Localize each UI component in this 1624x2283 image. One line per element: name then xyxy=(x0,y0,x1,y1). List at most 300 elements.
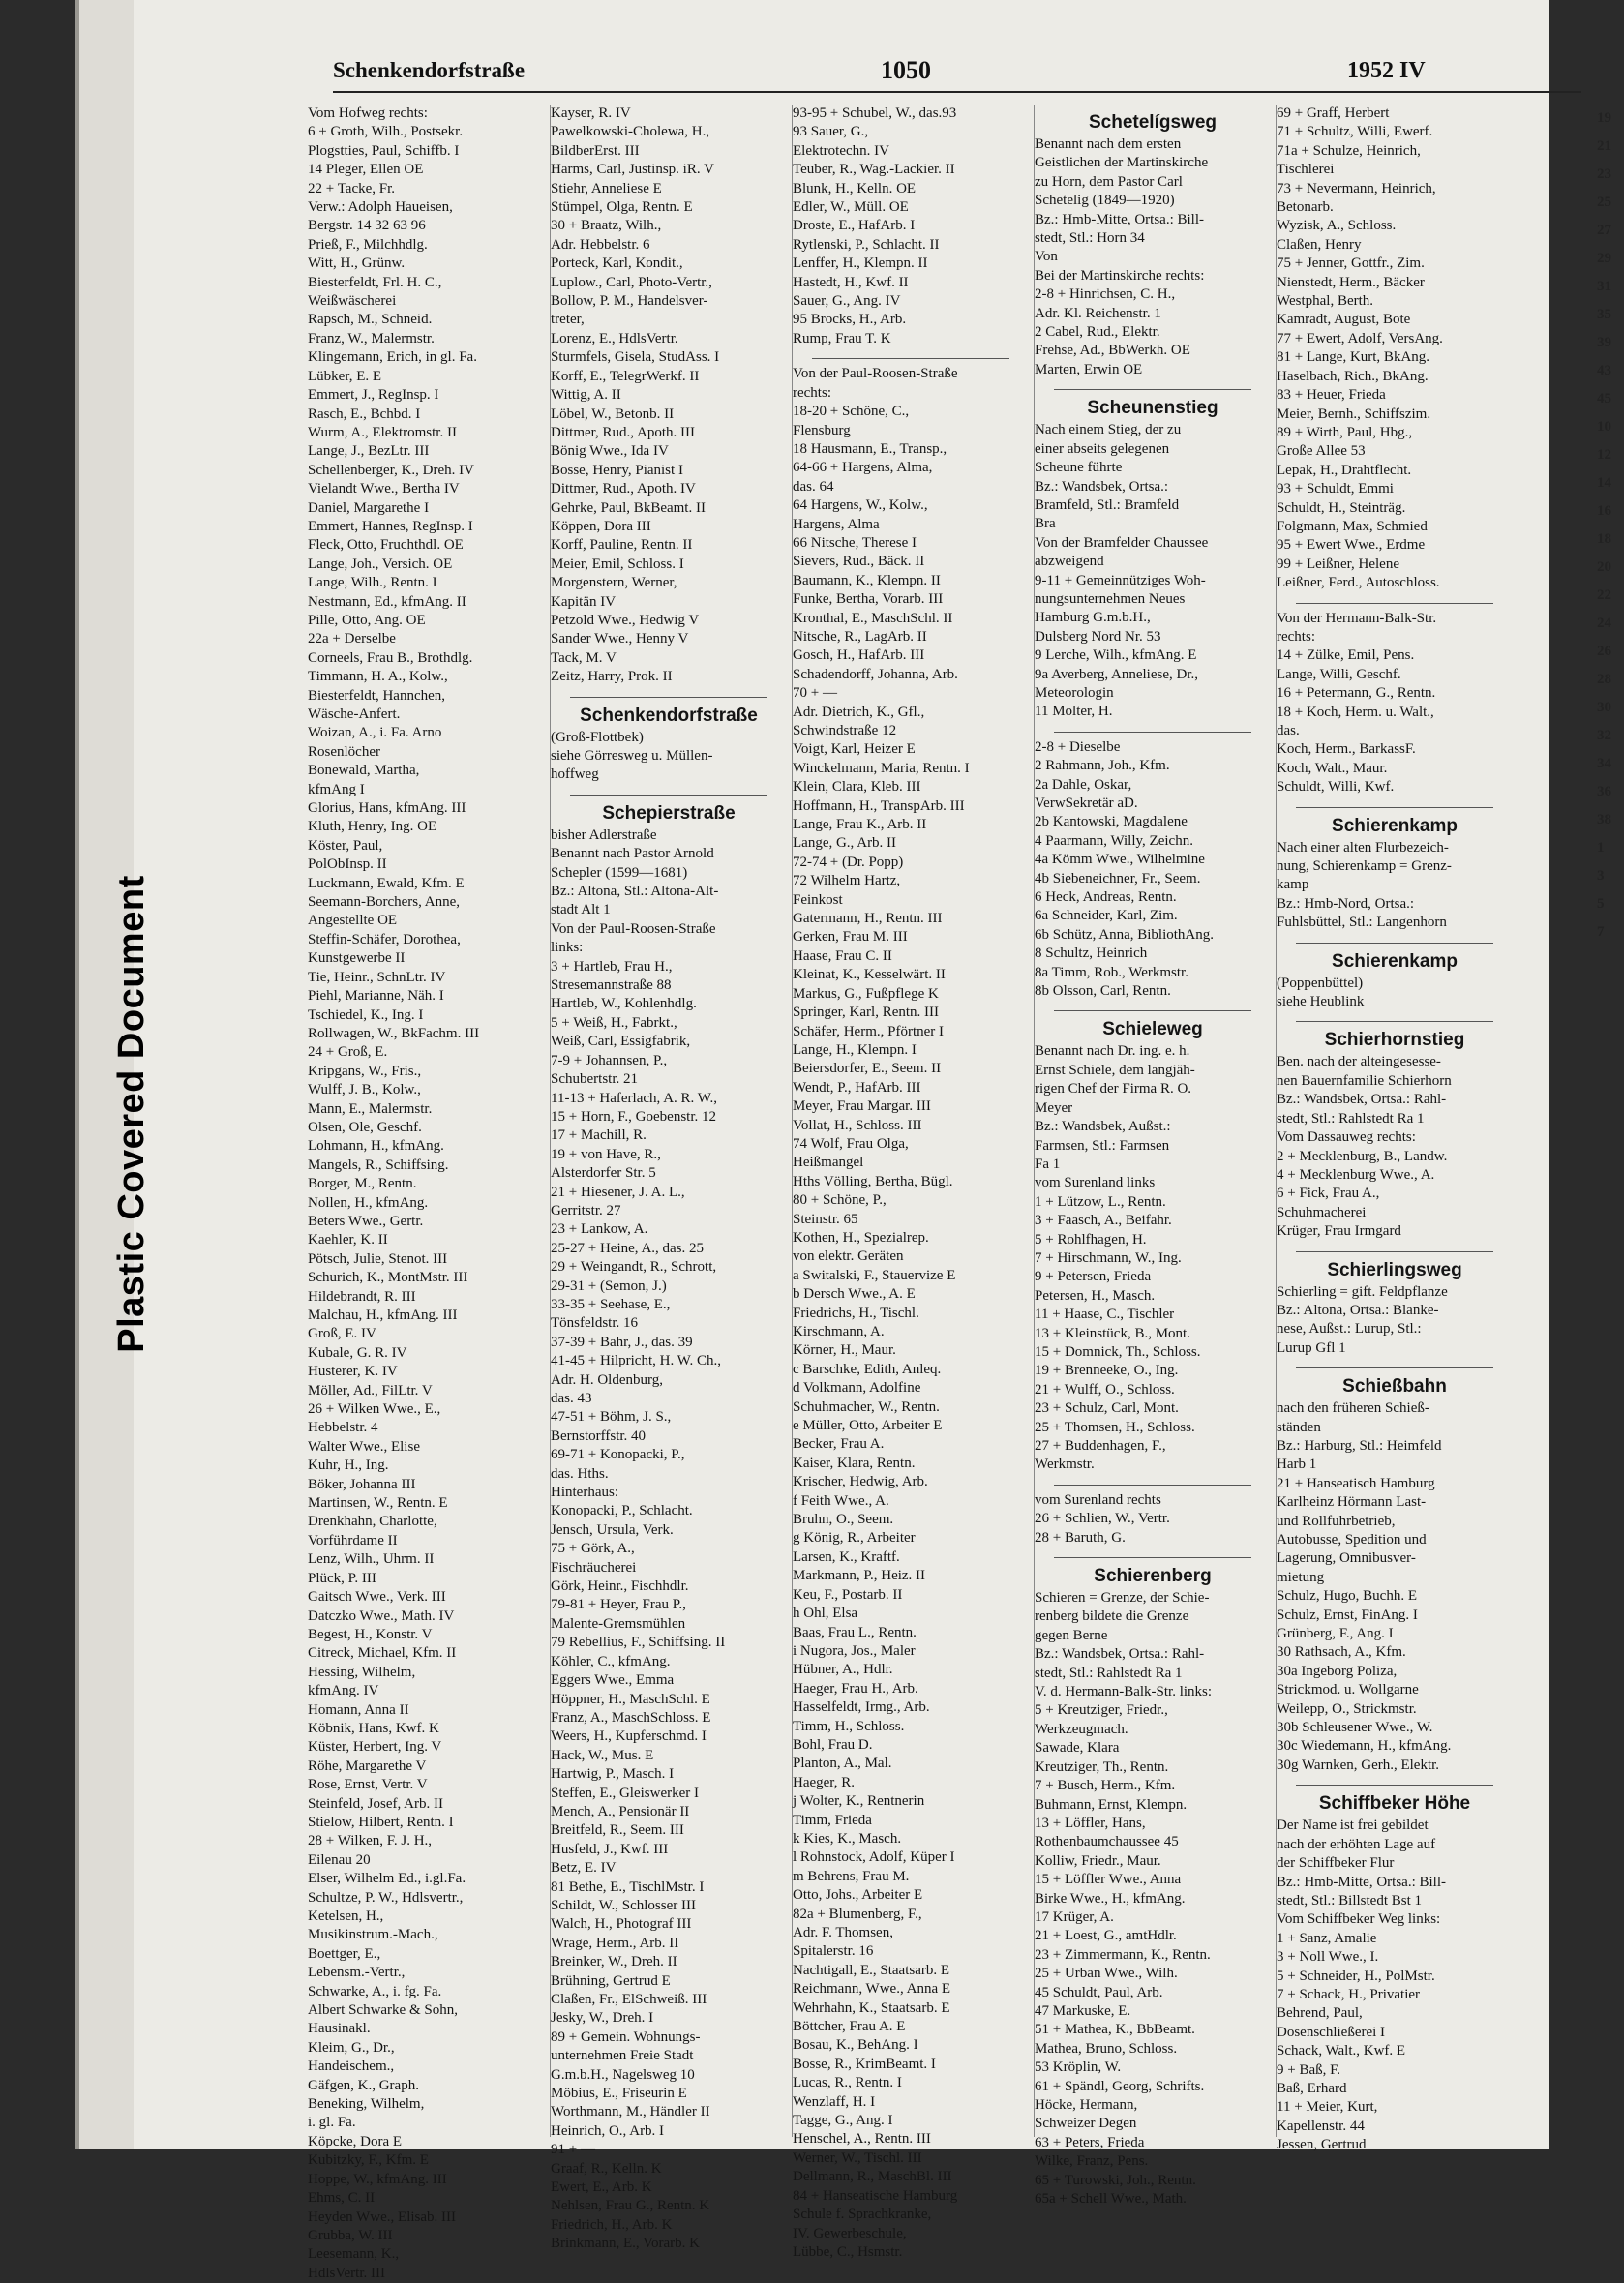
column-5 xyxy=(1276,105,1513,2153)
directory-entry: und Rollfuhrbetrieb, xyxy=(1277,1513,1396,1529)
directory-entry: Franz, A., MaschSchloss. E xyxy=(551,1709,711,1726)
directory-entry: Kirschmann, A. xyxy=(793,1324,885,1339)
directory-entry: siehe Görresweg u. Müllen- xyxy=(551,748,713,764)
directory-entry: Möller, Ad., FilLtr. V xyxy=(308,1382,433,1398)
directory-entry: Nitsche, R., LagArb. II xyxy=(793,628,927,645)
directory-entry: 65 + Turowski, Joh., Rentn. xyxy=(1035,2172,1196,2188)
directory-entry: 7-9 + Johannsen, P., xyxy=(551,1052,668,1068)
directory-entry: Teuber, R., Wag.-Lackier. II xyxy=(793,162,955,178)
directory-entry: 22 + Tacke, Fr. xyxy=(308,180,396,196)
directory-entry: 89 + Wirth, Paul, Hbg., xyxy=(1277,424,1413,440)
directory-entry: stedt, Stl.: Rahlstedt Ra 1 xyxy=(1035,1665,1183,1681)
directory-entry: Fuhlsbüttel, Stl.: Langenhorn xyxy=(1277,915,1447,931)
directory-entry: Buhmann, Ernst, Klempn. xyxy=(1035,1796,1188,1813)
directory-entry: Kronthal, E., MaschSchl. II xyxy=(793,610,953,626)
directory-entry: Vom Dassauweg rechts: xyxy=(1277,1129,1416,1146)
directory-entry: 3 + Hartleb, Frau H., xyxy=(551,958,673,975)
directory-entry: 17 + Machill, R. xyxy=(551,1127,647,1144)
directory-entry: 5 + Kreutziger, Friedr., xyxy=(1035,1702,1168,1719)
directory-entry: Schellenberger, K., Dreh. IV xyxy=(308,462,474,478)
directory-entry: Jensch, Ursula, Verk. xyxy=(551,1521,674,1538)
directory-entry: c Barschke, Edith, Anleq. xyxy=(793,1361,942,1377)
directory-entry: 6 Heck, Andreas, Rentn. xyxy=(1035,889,1177,906)
directory-entry: 9-11 + Gemeinnütziges Woh- xyxy=(1035,572,1206,588)
edge-fragment: 12 xyxy=(1597,447,1611,463)
directory-entry: das. 64 xyxy=(793,478,834,495)
directory-entry: Hack, W., Mus. E xyxy=(551,1747,654,1763)
directory-entry: Leißner, Ferd., Autoschloss. xyxy=(1277,575,1440,591)
directory-entry: 45 Schuldt, Paul, Arb. xyxy=(1035,1984,1163,2000)
directory-entry: 2 + Mecklenburg, B., Landw. xyxy=(1277,1148,1448,1164)
page-header xyxy=(252,52,1471,95)
directory-entry: Köster, Paul, xyxy=(308,837,383,854)
directory-entry: Vom Hofweg rechts: xyxy=(308,105,428,121)
directory-entry: Schetelig (1849—1920) xyxy=(1035,193,1175,209)
directory-entry: 29-31 + (Semon, J.) xyxy=(551,1277,667,1294)
directory-entry: 5 + Weiß, H., Fabrkt., xyxy=(551,1014,677,1031)
directory-entry: Tagge, G., Ang. I xyxy=(793,2113,893,2129)
directory-entry: BildberErst. III xyxy=(551,142,640,159)
directory-entry: Konopacki, P., Schlacht. xyxy=(551,1503,693,1519)
directory-entry: h Ohl, Elsa xyxy=(793,1606,858,1622)
edge-fragment: 5 xyxy=(1597,896,1605,912)
directory-entry: Wäsche-Anfert. xyxy=(308,706,401,722)
directory-entry: PolObInsp. II xyxy=(308,856,387,873)
directory-entry: Springer, Karl, Rentn. III xyxy=(793,1005,940,1021)
directory-entry: Meyer xyxy=(1035,1099,1073,1116)
directory-entry: 75 + Jenner, Gottfr., Zim. xyxy=(1277,255,1425,272)
directory-entry: Keu, F., Postarb. II xyxy=(793,1586,903,1603)
directory-entry: Angestellte OE xyxy=(308,913,398,929)
section-divider xyxy=(1296,1358,1493,1368)
directory-entry: Große Allee 53 xyxy=(1277,443,1366,460)
directory-entry: Schuhmacher, W., Rentn. xyxy=(793,1398,940,1415)
directory-entry: Henschel, A., Rentn. III xyxy=(793,2131,931,2148)
directory-entry: 1 + Lützow, L., Rentn. xyxy=(1035,1193,1166,1210)
directory-entry: 19 + Brenneeke, O., Ing. xyxy=(1035,1363,1179,1379)
edge-fragment: 19 xyxy=(1597,110,1611,126)
directory-entry: 47 Markuske, E. xyxy=(1035,2002,1131,2019)
directory-entry: Rosenlöcher xyxy=(308,743,380,760)
directory-entry: Farmsen, Stl.: Farmsen xyxy=(1035,1137,1170,1154)
directory-entry: 71 + Schultz, Willi, Ewerf. xyxy=(1277,124,1433,140)
edge-fragment: 27 xyxy=(1597,223,1611,238)
directory-entry: Korff, Pauline, Rentn. II xyxy=(551,537,693,554)
directory-entry: Bruhn, O., Seem. xyxy=(793,1512,894,1528)
directory-entry: Wenzlaff, H. I xyxy=(793,2093,876,2110)
directory-entry: Breitfeld, R., Seem. III xyxy=(551,1822,684,1839)
directory-entry: Baas, Frau L., Rentn. xyxy=(793,1624,917,1640)
directory-entry: Nehlsen, Frau G., Rentn. K xyxy=(551,2198,710,2214)
directory-entry: Hartwig, P., Masch. I xyxy=(551,1766,675,1783)
directory-entry: Schule f. Sprachkranke, xyxy=(793,2207,932,2223)
directory-entry: Hastedt, H., Kwf. II xyxy=(793,274,909,290)
directory-entry: 95 Brocks, H., Arb. xyxy=(793,312,907,328)
directory-entry: 65a + Schell Wwe., Math. xyxy=(1035,2191,1187,2208)
directory-entry: 70 + — xyxy=(793,685,837,702)
edge-fragment: 31 xyxy=(1597,279,1611,294)
directory-entry: 3 + Noll Wwe., I. xyxy=(1277,1949,1379,1966)
directory-entry: Breinker, W., Dreh. II xyxy=(551,1954,677,1970)
street-heading: Schierenkamp xyxy=(1332,815,1458,836)
directory-entry: Adr. Kl. Reichenstr. 1 xyxy=(1035,305,1161,321)
directory-entry: Corneels, Frau B., Brothdlg. xyxy=(308,649,473,666)
directory-entry: Rasch, E., Bchbd. I xyxy=(308,406,421,422)
directory-entry: Porteck, Karl, Kondit., xyxy=(551,255,683,272)
section-divider xyxy=(1054,1001,1251,1011)
directory-entry: Haase, Frau C. II xyxy=(793,947,892,964)
section-divider xyxy=(812,348,1009,359)
directory-entry: Bosau, K., BehAng. I xyxy=(793,2037,918,2054)
directory-entry: Ehms, C. II xyxy=(308,2190,376,2207)
directory-entry: 15 + Horn, F., Goebenstr. 12 xyxy=(551,1108,716,1125)
directory-entry: 7 + Schack, H., Privatier xyxy=(1277,1986,1421,2002)
directory-entry: Böker, Johanna III xyxy=(308,1476,416,1492)
directory-entry: Bergstr. 14 32 63 96 xyxy=(308,218,426,234)
directory-entry: Martinsen, W., Rentn. E xyxy=(308,1495,448,1512)
directory-entry: 30b Schleusener Wwe., W. xyxy=(1277,1720,1433,1736)
directory-entry: Schwarke, A., i. fg. Fa. xyxy=(308,1983,442,1999)
directory-entry: 28 + Wilken, F. J. H., xyxy=(308,1833,433,1849)
directory-entry: Benannt nach Dr. ing. e. h. xyxy=(1035,1043,1190,1060)
directory-entry: Jessen, Gertrud xyxy=(1277,2137,1367,2153)
directory-entry: Mangels, R., Schiffsing. xyxy=(308,1157,449,1173)
directory-entry: Boettger, E., xyxy=(308,1945,381,1962)
directory-entry: Kubale, G. R. IV xyxy=(308,1344,407,1361)
directory-entry: 11-13 + Haferlach, A. R. W., xyxy=(551,1090,718,1106)
edge-fragment: 7 xyxy=(1597,924,1605,940)
directory-entry: Klingemann, Erich, in gl. Fa. xyxy=(308,349,477,366)
directory-entry: Hessing, Wilhelm, xyxy=(308,1664,416,1680)
directory-entry: Tschiedel, K., Ing. I xyxy=(308,1006,424,1023)
directory-entry: kfmAng I xyxy=(308,781,365,797)
directory-entry: siehe Heublink xyxy=(1277,994,1365,1010)
directory-entry: Timm, H., Schloss. xyxy=(793,1718,905,1734)
street-heading: Schieleweg xyxy=(1102,1019,1203,1040)
directory-entry: Werner, W., Tischl. III xyxy=(793,2149,922,2166)
directory-entry: Walch, H., Photograf III xyxy=(551,1916,692,1933)
directory-entry: 2a Dahle, Oskar, xyxy=(1035,776,1132,793)
directory-entry: Malchau, H., kfmAng. III xyxy=(308,1307,458,1323)
directory-entry: das. Hths. xyxy=(551,1465,609,1482)
directory-entry: 4 Paarmann, Willy, Zeichn. xyxy=(1035,832,1193,849)
directory-entry: 61 + Spändl, Georg, Schrifts. xyxy=(1035,2078,1205,2094)
directory-entry: Emmert, J., RegInsp. I xyxy=(308,387,439,404)
directory-entry: 2b Kantowski, Magdalene xyxy=(1035,814,1188,830)
directory-entry: 25 + Urban Wwe., Wilh. xyxy=(1035,1966,1178,1982)
directory-entry: Harms, Carl, Justinsp. iR. V xyxy=(551,162,714,178)
directory-entry: Alsterdorfer Str. 5 xyxy=(551,1165,656,1182)
directory-entry: Rapsch, M., Schneid. xyxy=(308,312,433,328)
directory-entry: Husterer, K. IV xyxy=(308,1364,398,1380)
directory-entry: m Behrens, Frau M. xyxy=(793,1868,910,1884)
directory-entry: Lange, G., Arb. II xyxy=(793,835,897,852)
directory-entry: Behrend, Paul, xyxy=(1277,2005,1363,2022)
directory-entry: Benannt nach dem ersten xyxy=(1035,136,1182,152)
edge-fragment: 35 xyxy=(1597,307,1611,322)
directory-entry: 30 + Braatz, Wilh., xyxy=(551,218,662,234)
directory-entry: Bz.: Hmb-Mitte, Ortsa.: Bill- xyxy=(1035,211,1204,227)
directory-entry: rechts: xyxy=(793,384,831,401)
directory-entry: Nienstedt, Herm., Bäcker xyxy=(1277,274,1425,290)
directory-entry: Bollow, P. M., Handelsver- xyxy=(551,293,708,310)
directory-entry: Steinstr. 65 xyxy=(793,1211,858,1227)
directory-entry: Hasselfeldt, Irmg., Arb. xyxy=(793,1699,930,1716)
directory-entry: Vollat, H., Schloss. III xyxy=(793,1117,922,1133)
directory-entry: Wilke, Franz, Pens. xyxy=(1035,2153,1149,2170)
directory-entry: 9 + Petersen, Frieda xyxy=(1035,1269,1152,1285)
directory-entry: Von der Paul-Roosen-Straße xyxy=(793,366,958,382)
directory-entry: von elektr. Geräten xyxy=(793,1248,904,1265)
directory-entry: Böttcher, Frau A. E xyxy=(793,2019,906,2035)
section-divider xyxy=(570,785,767,796)
directory-entry: 23 + Lankow, A. xyxy=(551,1221,648,1238)
directory-entry: 33-35 + Seehase, E., xyxy=(551,1296,671,1312)
directory-entry: rigen Chef der Firma R. O. xyxy=(1035,1081,1192,1097)
directory-entry: Weilepp, O., Strickmstr. xyxy=(1277,1700,1417,1717)
directory-entry: Köbnik, Hans, Kwf. K xyxy=(308,1720,439,1736)
directory-entry: 80 + Schöne, P., xyxy=(793,1192,887,1209)
header-rule xyxy=(333,91,1581,93)
directory-entry: 23 + Zimmermann, K., Rentn. xyxy=(1035,1946,1211,1963)
directory-entry: mietung xyxy=(1277,1569,1325,1585)
directory-entry: Hartleb, W., Kohlenhdlg. xyxy=(551,996,697,1012)
directory-entry: 64-66 + Hargens, Alma, xyxy=(793,460,933,476)
directory-entry: 79 Rebellius, F., Schiffsing. II xyxy=(551,1635,726,1651)
directory-entry: gegen Berne xyxy=(1035,1627,1108,1643)
directory-entry: 79-81 + Heyer, Frau P., xyxy=(551,1597,686,1613)
directory-entry: Sander Wwe., Henny V xyxy=(551,631,689,647)
directory-entry: Hinterhaus: xyxy=(551,1485,618,1501)
directory-entry: Steffen, E., Gleiswerker I xyxy=(551,1785,700,1801)
directory-entry: 30 Rathsach, A., Kfm. xyxy=(1277,1644,1406,1661)
directory-entry: Lucas, R., Rentn. I xyxy=(793,2075,902,2091)
directory-entry: Marten, Erwin OE xyxy=(1035,361,1143,377)
directory-entry: Betz, E. IV xyxy=(551,1860,617,1877)
directory-entry: Adr. F. Thomsen, xyxy=(793,1925,893,1940)
directory-entry: 95 + Ewert Wwe., Erdme xyxy=(1277,537,1426,554)
directory-entry: Mann, E., Malermstr. xyxy=(308,1100,433,1117)
edge-fragment: 3 xyxy=(1597,868,1605,884)
directory-entry: HdlsVertr. III xyxy=(308,2265,385,2281)
column-1 xyxy=(308,105,544,2281)
directory-entry: Ketelsen, H., xyxy=(308,1908,384,1924)
directory-entry: Witt, H., Grünw. xyxy=(308,255,406,272)
directory-entry: Meyer, Frau Margar. III xyxy=(793,1098,931,1115)
directory-entry: 5 + Schneider, H., PolMstr. xyxy=(1277,1968,1435,1984)
directory-entry: Löbel, W., Betonb. II xyxy=(551,406,675,422)
directory-entry: G.m.b.H., Nagelsweg 10 xyxy=(551,2066,695,2083)
directory-entry: (Poppenbüttel) xyxy=(1277,975,1364,991)
street-heading: Schierenberg xyxy=(1094,1566,1212,1587)
directory-entry: 64 Hargens, W., Kolw., xyxy=(793,497,928,514)
directory-entry: 99 + Leißner, Helene xyxy=(1277,556,1399,572)
street-heading: Schießbahn xyxy=(1342,1376,1447,1397)
directory-entry: Röhe, Margarethe V xyxy=(308,1757,427,1774)
directory-entry: Birke Wwe., H., kfmAng. xyxy=(1035,1890,1186,1907)
directory-entry: Bernstorffstr. 40 xyxy=(551,1427,647,1444)
directory-entry: Pille, Otto, Ang. OE xyxy=(308,612,426,628)
directory-entry: Kamradt, August, Bote xyxy=(1277,312,1411,328)
directory-entry: 26 + Schlien, W., Vertr. xyxy=(1035,1511,1170,1527)
section-divider xyxy=(1296,593,1493,604)
directory-entry: Koch, Herm., BarkassF. xyxy=(1277,741,1416,758)
directory-entry: 27 + Buddenhagen, F., xyxy=(1035,1438,1166,1454)
directory-entry: 8a Timm, Rob., Werkmstr. xyxy=(1035,964,1188,980)
directory-entry: Dittmer, Rud., Apoth. III xyxy=(551,424,695,440)
directory-entry: 23 + Schulz, Carl, Mont. xyxy=(1035,1400,1179,1417)
directory-entry: Schieren = Grenze, der Schie- xyxy=(1035,1590,1210,1607)
directory-entry: IV. Gewerbeschule, xyxy=(793,2225,907,2241)
directory-entry: Kaiser, Klara, Rentn. xyxy=(793,1455,916,1471)
street-heading: Schepierstraße xyxy=(602,802,736,824)
directory-entry: Spitalerstr. 16 xyxy=(793,1943,874,1960)
directory-entry: Kolliw, Friedr., Maur. xyxy=(1035,1852,1161,1869)
directory-entry: Von der Paul-Roosen-Straße xyxy=(551,920,716,937)
directory-entry: Harb 1 xyxy=(1277,1457,1317,1473)
directory-entry: Hübner, A., Hdlr. xyxy=(793,1662,893,1678)
directory-entry: Walter Wwe., Elise xyxy=(308,1438,420,1455)
directory-entry: Bz.: Harburg, Stl.: Heimfeld xyxy=(1277,1437,1442,1454)
edge-fragment: 18 xyxy=(1597,531,1611,547)
directory-entry: Nestmann, Ed., kfmAng. II xyxy=(308,593,466,610)
directory-entry: 93 + Schuldt, Emmi xyxy=(1277,481,1394,497)
directory-entry: Markus, G., Fußpflege K xyxy=(793,985,939,1002)
directory-entry: unternehmen Freie Stadt xyxy=(551,2048,694,2064)
directory-entry: Stielow, Hilbert, Rentn. I xyxy=(308,1814,454,1830)
directory-entry: Blunk, H., Kelln. OE xyxy=(793,180,917,196)
directory-entry: Homann, Anna II xyxy=(308,1701,409,1718)
directory-entry: Stümpel, Olga, Rentn. E xyxy=(551,199,693,216)
directory-entry: Bz.: Hmb-Mitte, Ortsa.: Bill- xyxy=(1277,1874,1446,1890)
directory-entry: Kripgans, W., Fris., xyxy=(308,1063,422,1079)
directory-entry: 9 Lerche, Wilh., kfmAng. E xyxy=(1035,647,1197,664)
directory-entry: Hths Völling, Bertha, Bügl. xyxy=(793,1173,953,1189)
directory-entry: 83 + Heuer, Frieda xyxy=(1277,387,1386,404)
directory-entry: zu Horn, dem Pastor Carl xyxy=(1035,173,1183,190)
directory-entry: Der Name ist frei gebildet xyxy=(1277,1817,1429,1834)
directory-entry: Gerken, Frau M. III xyxy=(793,929,908,946)
directory-entry: k Kies, K., Masch. xyxy=(793,1830,902,1847)
directory-entry: nach der erhöhten Lage auf xyxy=(1277,1836,1436,1852)
directory-entry: Sawade, Klara xyxy=(1035,1740,1120,1757)
edge-fragment: 20 xyxy=(1597,559,1611,575)
directory-entry: Becker, Frau A. xyxy=(793,1436,885,1453)
edge-fragment: 25 xyxy=(1597,195,1611,210)
directory-entry: Fleck, Otto, Fruchthdl. OE xyxy=(308,537,464,554)
directory-entry: Meteorologin xyxy=(1035,684,1114,701)
directory-entry: Dellmann, R., MaschBl. III xyxy=(793,2169,952,2185)
directory-entry: Dosenschließerei I xyxy=(1277,2024,1386,2040)
directory-entry: Husfeld, J., Kwf. III xyxy=(551,1841,669,1857)
directory-entry: 11 Molter, H. xyxy=(1035,704,1113,720)
directory-entry: Lorenz, E., HdlsVertr. xyxy=(551,330,678,346)
directory-entry: Gäfgen, K., Graph. xyxy=(308,2077,419,2093)
directory-entry: Lübker, E. E xyxy=(308,368,382,384)
directory-entry: Meier, Emil, Schloss. I xyxy=(551,556,684,572)
directory-entry: 18-20 + Schöne, C., xyxy=(793,404,910,420)
edge-fragment: 23 xyxy=(1597,166,1611,182)
directory-entry: 15 + Domnick, Th., Schloss. xyxy=(1035,1343,1201,1360)
directory-entry: Mench, A., Pensionär II xyxy=(551,1803,690,1819)
directory-entry: stedt, Stl.: Horn 34 xyxy=(1035,230,1145,247)
directory-entry: j Wolter, K., Rentnerin xyxy=(793,1793,925,1810)
directory-entry: Schäfer, Herm., Pförtner I xyxy=(793,1023,945,1039)
directory-entry: Werkzeugmach. xyxy=(1035,1721,1128,1737)
directory-entry: 11 + Haase, C., Tischler xyxy=(1035,1307,1175,1323)
directory-entry: Schuldt, Willi, Kwf. xyxy=(1277,779,1395,796)
directory-entry: Claßen, Fr., ElSchweiß. III xyxy=(551,1992,707,2007)
adjacent-page-edge xyxy=(1597,105,1624,2040)
directory-entry: 72 Wilhelm Hartz, xyxy=(793,873,901,889)
directory-entry: Kuhr, H., Ing. xyxy=(308,1457,389,1474)
directory-entry: Karlheinz Hörmann Last- xyxy=(1277,1494,1427,1511)
directory-entry: Westphal, Berth. xyxy=(1277,293,1374,310)
directory-entry: Folgmann, Max, Schmied xyxy=(1277,518,1428,534)
directory-entry: Jesky, W., Dreh. I xyxy=(551,2010,654,2027)
directory-entry: Steinfeld, Josef, Arb. II xyxy=(308,1795,443,1812)
directory-entry: Beneking, Wilhelm, xyxy=(308,2096,425,2113)
directory-entry: Larsen, K., Kraftf. xyxy=(793,1548,900,1565)
directory-entry: VerwSekretär aD. xyxy=(1035,796,1138,811)
directory-entry: Schulz, Ernst, FinAng. I xyxy=(1277,1607,1418,1623)
directory-entry: 24 + Groß, E. xyxy=(308,1044,388,1061)
directory-entry: Otto, Johs., Arbeiter E xyxy=(793,1887,923,1904)
directory-entry: Reichmann, Wwe., Anna E xyxy=(793,1981,951,1998)
directory-entry: Timmann, H. A., Kolw., xyxy=(308,669,448,685)
directory-entry: Bra xyxy=(1035,516,1056,532)
directory-entry: Schildt, W., Schlosser III xyxy=(551,1897,696,1913)
year-section: 1952 IV xyxy=(1347,58,1426,83)
directory-entry: Höcke, Hermann, xyxy=(1035,2097,1138,2113)
directory-entry: Malente-Gremsmühlen xyxy=(551,1615,686,1632)
directory-entry: 22a + Derselbe xyxy=(308,631,396,647)
directory-entry: Bz.: Hmb-Nord, Ortsa.: xyxy=(1277,895,1415,912)
directory-entry: renberg bildete die Grenze xyxy=(1035,1608,1189,1625)
directory-entry: Schwindstraße 12 xyxy=(793,723,897,738)
directory-entry: Lenffer, H., Klempn. II xyxy=(793,255,928,272)
directory-entry: Citreck, Michael, Kfm. II xyxy=(308,1645,457,1662)
directory-entry: Hoffmann, H., TranspArb. III xyxy=(793,797,965,814)
directory-entry: Timm, Frieda xyxy=(793,1812,872,1828)
directory-entry: Meier, Bernh., Schiffszim. xyxy=(1277,406,1431,422)
directory-entry: Bz.: Wandsbek, Ortsa.: Rahl- xyxy=(1035,1646,1205,1663)
directory-entry: Plogstties, Paul, Schiffb. I xyxy=(308,142,460,159)
directory-entry: Weiß, Carl, Essigfabrik, xyxy=(551,1034,691,1050)
directory-entry: Biesterfeldt, Hannchen, xyxy=(308,687,446,704)
directory-entry: Bz.: Wandsbek, Ortsa.: xyxy=(1035,478,1169,495)
directory-entry: 21 + Hanseatisch Hamburg xyxy=(1277,1475,1435,1491)
directory-entry: 47-51 + Böhm, J. S., xyxy=(551,1409,672,1426)
directory-entry: Hoppe, W., kfmAng. III xyxy=(308,2171,447,2187)
directory-entry: Kunstgewerbe II xyxy=(308,950,406,967)
directory-entry: 30c Wiedemann, H., kfmAng. xyxy=(1277,1738,1452,1755)
directory-entry: Nachtigall, E., Staatsarb. E xyxy=(793,1962,950,1978)
directory-entry: Rollwagen, W., BkFachm. III xyxy=(308,1025,480,1041)
directory-entry: 93 Sauer, G., xyxy=(793,124,869,140)
directory-entry: links: xyxy=(551,940,584,956)
directory-entry: Gaitsch Wwe., Verk. III xyxy=(308,1589,446,1606)
directory-entry: Klein, Clara, Kleb. III xyxy=(793,779,921,796)
directory-entry: bisher Adlerstraße xyxy=(551,826,657,843)
directory-entry: Vorführdame II xyxy=(308,1532,398,1548)
directory-entry: l Rohnstock, Adolf, Küper I xyxy=(793,1849,955,1866)
directory-entry: Prieß, F., Milchhdlg. xyxy=(308,236,428,253)
directory-entry: Sturmfels, Gisela, StudAss. I xyxy=(551,349,720,366)
directory-entry: Steffin-Schäfer, Dorothea, xyxy=(308,931,461,947)
directory-entry: Elektrotechn. IV xyxy=(793,142,889,159)
directory-entry: 9a Averberg, Anneliese, Dr., xyxy=(1035,666,1198,682)
